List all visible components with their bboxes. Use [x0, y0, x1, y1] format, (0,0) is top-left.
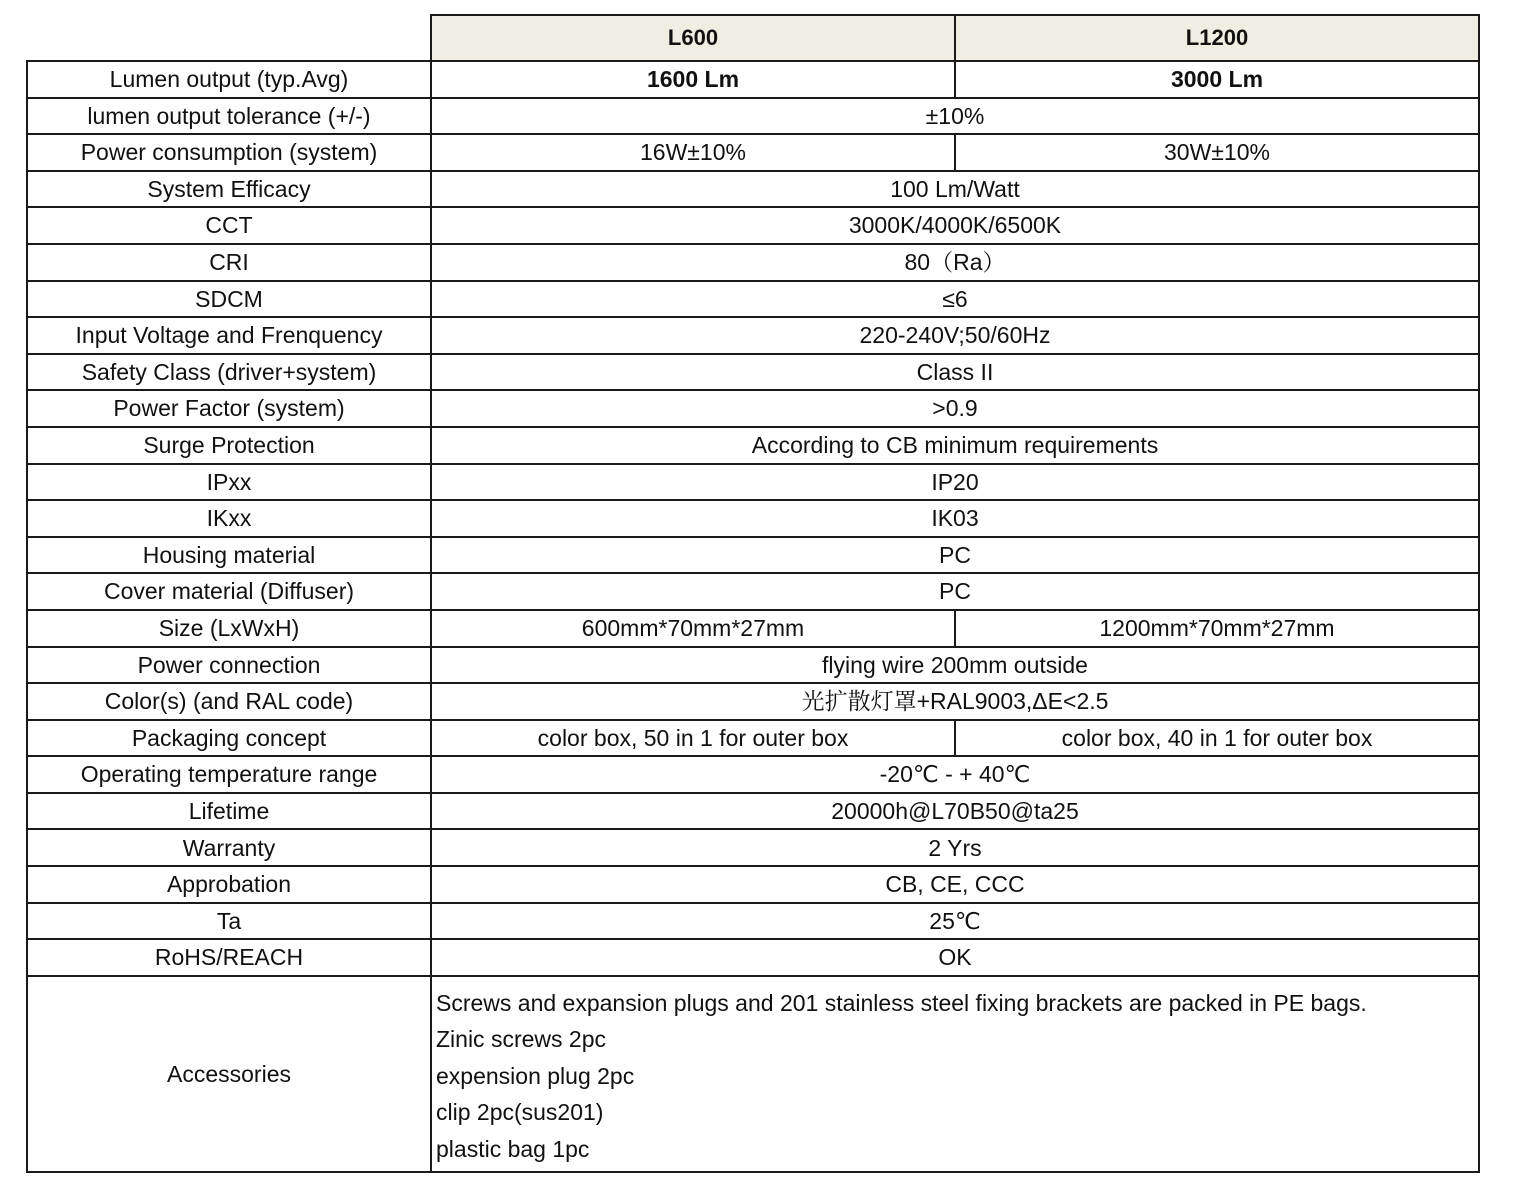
- spec-value: 1600 Lm: [431, 61, 955, 98]
- spec-row: [27, 939, 1479, 976]
- spec-label: System Efficacy: [27, 171, 431, 208]
- spec-label: Warranty: [27, 829, 431, 866]
- accessories-row: [27, 976, 1479, 1172]
- spec-value: 光扩散灯罩+RAL9003,ΔE<2.5: [431, 683, 1479, 720]
- spec-label: Power connection: [27, 647, 431, 684]
- spec-label: Size (LxWxH): [27, 610, 431, 647]
- spec-row: [27, 171, 1479, 208]
- accessory-line: Screws and expansion plugs and 201 stainless steel fixing brackets are packed in PE bags.: [436, 989, 1367, 1016]
- accessory-line: clip 2pc(sus201): [436, 1099, 604, 1126]
- spec-label: IKxx: [27, 500, 431, 537]
- spec-value: 80（Ra）: [431, 244, 1479, 281]
- corner-cell: [27, 15, 431, 61]
- spec-value: ±10%: [431, 98, 1479, 135]
- accessory-line: plastic bag 1pc: [436, 1135, 590, 1162]
- spec-value: color box, 50 in 1 for outer box: [431, 720, 955, 757]
- spec-label: Lumen output (typ.Avg): [27, 61, 431, 98]
- spec-row: [27, 281, 1479, 318]
- spec-value: 2 Yrs: [431, 829, 1479, 866]
- spec-row: [27, 464, 1479, 501]
- spec-label: Color(s) (and RAL code): [27, 683, 431, 720]
- spec-row: [27, 610, 1479, 647]
- spec-value: 1200mm*70mm*27mm: [955, 610, 1479, 647]
- spec-row: [27, 573, 1479, 610]
- spec-value: CB, CE, CCC: [431, 866, 1479, 903]
- spec-label: Housing material: [27, 537, 431, 574]
- spec-value: color box, 40 in 1 for outer box: [955, 720, 1479, 757]
- spec-value: flying wire 200mm outside: [431, 647, 1479, 684]
- spec-value: 20000h@L70B50@ta25: [431, 793, 1479, 830]
- spec-table: [26, 14, 1480, 1173]
- spec-label: SDCM: [27, 281, 431, 318]
- spec-label: Input Voltage and Frenquency: [27, 317, 431, 354]
- spec-value: PC: [431, 537, 1479, 574]
- spec-row: [27, 756, 1479, 793]
- spec-row: [27, 500, 1479, 537]
- spec-row: [27, 244, 1479, 281]
- spec-label: Packaging concept: [27, 720, 431, 757]
- accessory-line: expension plug 2pc: [436, 1062, 635, 1089]
- spec-value: >0.9: [431, 390, 1479, 427]
- spec-label: Approbation: [27, 866, 431, 903]
- spec-label: Surge Protection: [27, 427, 431, 464]
- spec-label: RoHS/REACH: [27, 939, 431, 976]
- spec-value: 220-240V;50/60Hz: [431, 317, 1479, 354]
- spec-row: [27, 903, 1479, 940]
- column-header-l1200: L1200: [955, 15, 1479, 61]
- accessories-label: Accessories: [27, 976, 431, 1172]
- accessory-line: Zinic screws 2pc: [436, 1026, 606, 1053]
- spec-value: 100 Lm/Watt: [431, 171, 1479, 208]
- spec-row: [27, 98, 1479, 135]
- spec-row: [27, 793, 1479, 830]
- spec-row: [27, 354, 1479, 391]
- spec-value: 16W±10%: [431, 134, 955, 171]
- spec-label: Operating temperature range: [27, 756, 431, 793]
- spec-value: 3000 Lm: [955, 61, 1479, 98]
- spec-label: CRI: [27, 244, 431, 281]
- spec-value: 25℃: [431, 903, 1479, 940]
- spec-row: [27, 390, 1479, 427]
- spec-value: ≤6: [431, 281, 1479, 318]
- spec-row: [27, 647, 1479, 684]
- spec-row: [27, 427, 1479, 464]
- spec-row: [27, 61, 1479, 98]
- spec-value: 3000K/4000K/6500K: [431, 207, 1479, 244]
- spec-row: [27, 866, 1479, 903]
- spec-label: Safety Class (driver+system): [27, 354, 431, 391]
- spec-row: [27, 317, 1479, 354]
- spec-label: lumen output tolerance (+/-): [27, 98, 431, 135]
- spec-value: 30W±10%: [955, 134, 1479, 171]
- spec-value: -20℃ - + 40℃: [431, 756, 1479, 793]
- spec-label: Cover material (Diffuser): [27, 573, 431, 610]
- spec-row: [27, 134, 1479, 171]
- spec-row: [27, 683, 1479, 720]
- spec-value: 600mm*70mm*27mm: [431, 610, 955, 647]
- spec-row: [27, 207, 1479, 244]
- spec-row: [27, 720, 1479, 757]
- header-row: [27, 15, 1479, 61]
- accessories-value: [431, 976, 1479, 1172]
- spec-value: PC: [431, 573, 1479, 610]
- spec-value: According to CB minimum requirements: [431, 427, 1479, 464]
- spec-row: [27, 537, 1479, 574]
- spec-label: IPxx: [27, 464, 431, 501]
- spec-value: IP20: [431, 464, 1479, 501]
- spec-row: [27, 829, 1479, 866]
- spec-label: Ta: [27, 903, 431, 940]
- spec-label: CCT: [27, 207, 431, 244]
- spec-label: Power consumption (system): [27, 134, 431, 171]
- spec-table-body: [27, 15, 1479, 1172]
- spec-label: Power Factor (system): [27, 390, 431, 427]
- spec-value: IK03: [431, 500, 1479, 537]
- spec-value: OK: [431, 939, 1479, 976]
- column-header-l600: L600: [431, 15, 955, 61]
- spec-value: Class II: [431, 354, 1479, 391]
- spec-label: Lifetime: [27, 793, 431, 830]
